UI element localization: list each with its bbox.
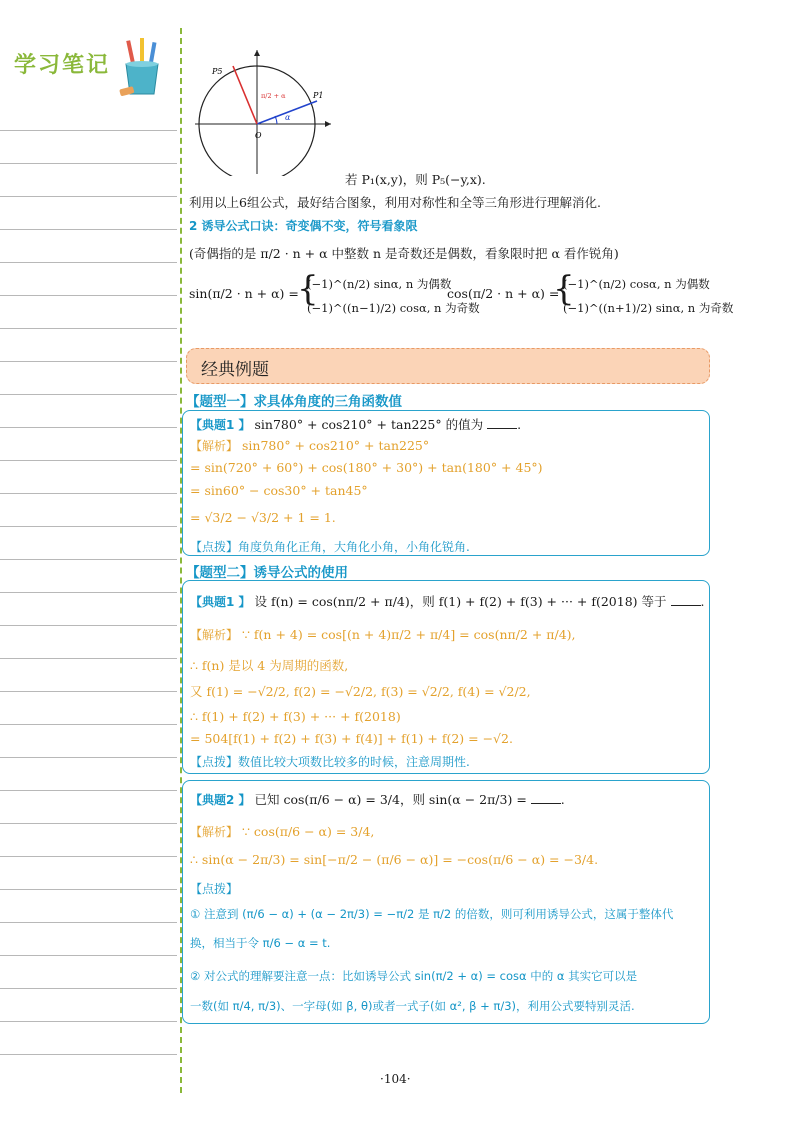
type2-ex1-q-tag: 【典题1 】 [190,595,251,609]
solution-line: sin780° + cos210° + tan225° [242,438,430,453]
section-banner-label: 经典例题 [201,360,269,380]
label-p5: P5 [212,67,223,76]
type2-ex1-tip [190,753,470,770]
solution-line: = 504[f(1) + f(2) + f(3) + f(4)] + f(1) + f(2) = −√2. [190,731,513,746]
type1-question-text: sin780° + cos210° + tan225° 的值为 [254,417,484,432]
type2-ex2-tip-tag: 【点拨】 [190,882,239,896]
type2-ex2-question-text: 已知 cos(π/6 − α) = 3/4，则 sin(α − 2π/3) = [254,792,527,807]
type1-question: 【典题1 】 sin780° + cos210° + tan225° 的值为 . [190,417,522,432]
pencil-cup-icon [118,38,166,98]
type1-tip-tag: 【点拨】 [190,540,239,554]
type1-q-tag: 【典题1 】 [190,418,251,432]
solution-line: = sin(720° + 60°) + cos(180° + 30°) + tan(180° + 45°) [190,460,543,475]
type2-ex1-tip-tag: 【点拨】 [190,755,239,769]
answer-blank [487,418,517,429]
unit-circle-diagram [195,46,335,176]
label-alpha: α [285,113,291,122]
solution-line: ∴ f(1) + f(2) + f(3) + ··· + f(2018) [190,709,401,724]
type1-tip-text: 角度负角化正角，大角化小角，小角化锐角. [238,540,470,554]
type1-sol-line1 [190,437,429,454]
note-line: (奇偶指的是 π/2 · n + α 中整数 n 是奇数还是偶数，看象限时把 α 看作锐角) [189,246,619,261]
answer-blank [531,793,561,804]
answer-blank [671,595,701,606]
solution-line: ∵ cos(π/6 − α) = 3/4, [242,824,375,839]
cos-case-odd: (−1)^((n+1)/2) sinα, n 为奇数 [563,301,734,315]
type2-ex1-question-text: 设 f(n) = cos(nπ/2 + π/4)，则 f(1) + f(2) + f(3) + ··· + f(2018) 等于 [254,594,667,609]
type2-ex1-sol-tag: 【解析】 [190,628,239,642]
type1-sol-tag: 【解析】 [190,439,239,453]
type1-tip [190,538,470,555]
cos-formula-lhs: cos(π/2 · n + α) = [447,286,560,301]
cos-case-even: (−1)^(n/2) cosα, n 为偶数 [563,277,710,291]
sin-case-odd: (−1)^((n−1)/2) cosα, n 为奇数 [307,301,480,315]
type2-ex2-sol-tag: 【解析】 [190,825,239,839]
tip-line: 换，相当于令 π/6 − α = t. [190,936,331,950]
type2-ex1-question: 【典题1 】 设 f(n) = cos(nπ/2 + π/4)，则 f(1) + f(2) + f(3) + ··· + f(2018) 等于 . [190,594,705,609]
solution-line: ∴ sin(α − 2π/3) = sin[−π/2 − (π/6 − α)] = −cos(π/6 − α) = −3/4. [190,852,599,867]
type2-ex2-box [182,780,710,1024]
sidebar-title: 学习笔记 [14,53,111,78]
formula-line: 若 P₁(x,y)，则 P₅(−y,x). [345,172,486,187]
section-banner [186,348,710,384]
solution-line: ∴ f(n) 是以 4 为周期的函数, [190,658,349,673]
solution-line: = sin60° − cos30° + tan45° [190,483,368,498]
sin-formula-lhs: sin(π/2 · n + α) = [189,286,299,301]
sin-brace: { [297,269,319,309]
label-origin: O [255,131,262,140]
type2-title: 【题型二】诱导公式的使用 [186,565,348,581]
type2-ex1-sol-line1 [190,626,576,643]
tip-line: ① 注意到 (π/6 − α) + (α − 2π/3) = −π/2 是 π/2 的倍数，则可利用诱导公式，这属于整体代 [190,907,674,921]
type2-ex2-q-tag: 【典题2 】 [190,793,251,807]
type2-ex2-question: 【典题2 】 已知 cos(π/6 − α) = 3/4，则 sin(α − 2π/3) = . [190,792,565,807]
solution-line: ∵ f(n + 4) = cos[(n + 4)π/2 + π/4] = cos(nπ/2 + π/4), [242,627,576,642]
cos-brace: { [553,269,575,309]
sin-case-even: (−1)^(n/2) sinα, n 为偶数 [307,277,452,291]
heading-mnemonic: 2 诱导公式口诀：奇变偶不变，符号看象限 [189,219,418,233]
label-p1: P1 [313,91,324,100]
type1-title: 【题型一】求具体角度的三角函数值 [186,394,402,410]
type2-ex1-tip-text: 数值比较大项数比较多的时候，注意周期性. [238,755,470,769]
tip-line: 一数(如 π/4, π/3)、一字母(如 β, θ)或者一式子(如 α², β + π/3)，利用公式要特别灵活. [190,999,635,1013]
solution-line: = √3/2 − √3/2 + 1 = 1. [190,510,336,525]
solution-line: 又 f(1) = −√2/2, f(2) = −√2/2, f(3) = √2/2, f(4) = √2/2, [190,684,531,699]
page-number: ·104· [380,1072,411,1086]
type2-ex2-sol-line1 [190,823,374,840]
tip-line: ② 对公式的理解要注意一点：比如诱导公式 sin(π/2 + α) = cosα 中的 α 其实它可以是 [190,969,638,983]
label-angle: π/2 + α [261,92,286,100]
intro-text: 利用以上6组公式，最好结合图象，利用对称性和全等三角形进行理解消化. [189,195,601,210]
